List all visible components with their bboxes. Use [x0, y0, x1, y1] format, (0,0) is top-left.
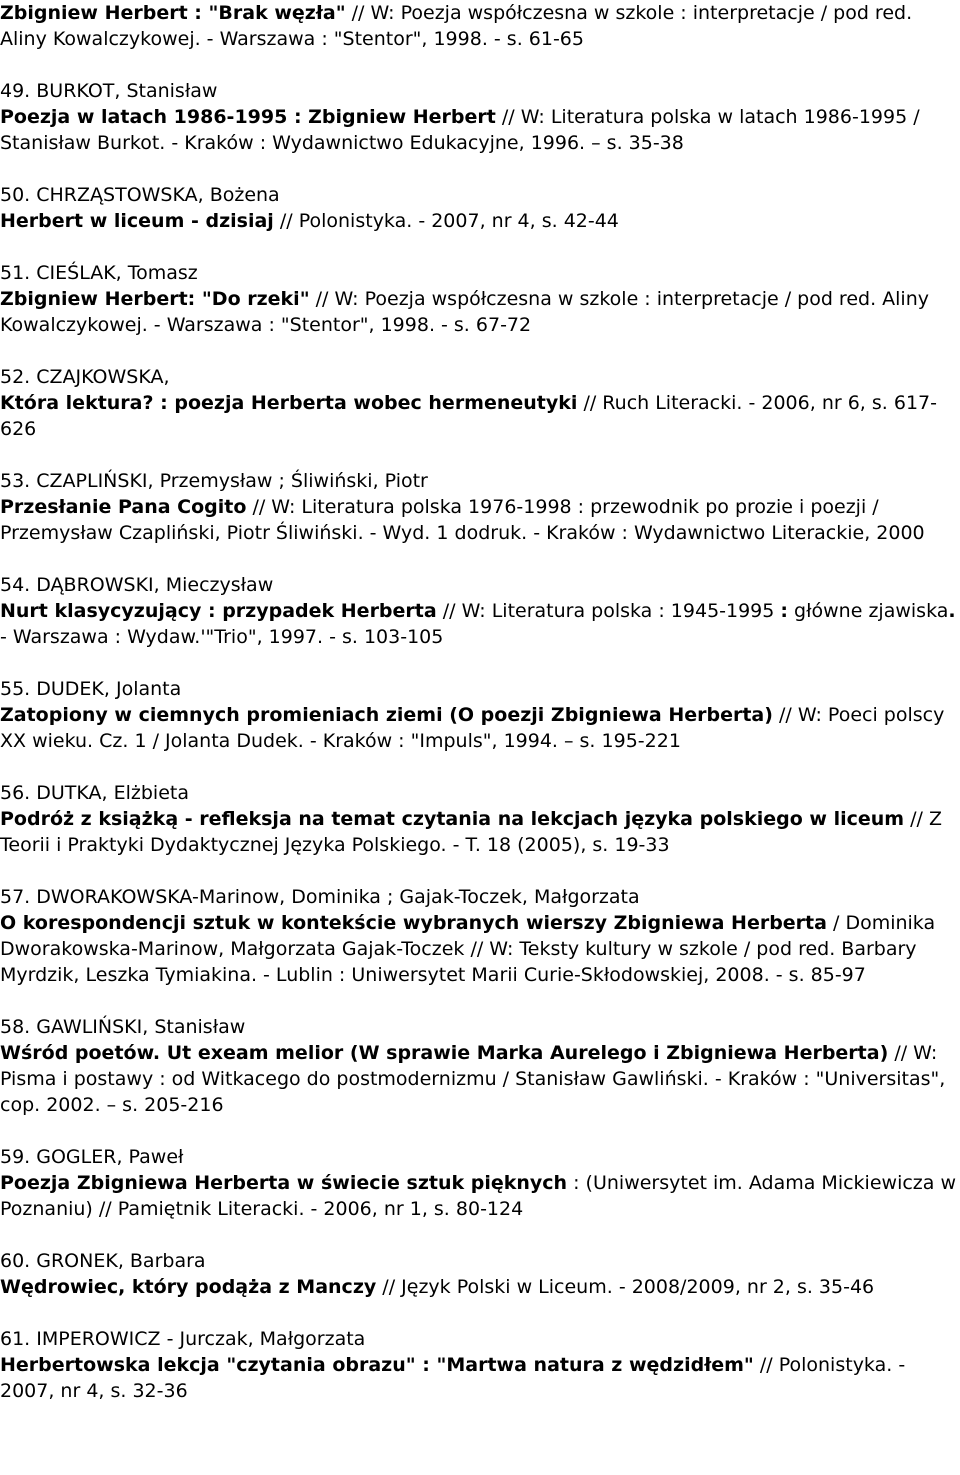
entry-title: : [780, 600, 789, 622]
entry-spacer [0, 1300, 960, 1326]
entry-spacer [0, 442, 960, 468]
entry-citation [0, 910, 960, 988]
entry-source: - Warszawa : Wydaw.'"Trio", 1997. - s. 103-105 [0, 626, 444, 648]
bibliography-entry [0, 676, 960, 754]
entry-title: Herbertowska lekcja "czytania obrazu" : "Martwa natura z wędzidłem" [0, 1354, 754, 1376]
entry-spacer [0, 650, 960, 676]
entry-source: // Język Polski w Liceum. - 2008/2009, nr 2, s. 35-46 [376, 1276, 875, 1298]
entry-title: Zbigniew Herbert: "Do rzeki" [0, 288, 310, 310]
bibliography-entry [0, 364, 960, 442]
entry-citation [0, 0, 960, 52]
bibliography-entry [0, 1014, 960, 1118]
entry-author: 58. GAWLIŃSKI, Stanisław [0, 1016, 246, 1038]
entry-title: Nurt klasycyzujący : przypadek Herberta [0, 600, 437, 622]
bibliography-entry [0, 780, 960, 858]
entry-spacer [0, 858, 960, 884]
entry-title: Herbert w liceum - dzisiaj [0, 210, 274, 232]
entry-author: 60. GRONEK, Barbara [0, 1250, 206, 1272]
entry-citation [0, 104, 960, 156]
entry-author: 51. CIEŚLAK, Tomasz [0, 262, 198, 284]
entry-spacer [0, 988, 960, 1014]
entry-author: 54. DĄBROWSKI, Mieczysław [0, 574, 274, 596]
entry-author: 56. DUTKA, Elżbieta [0, 782, 189, 804]
entry-author: 53. CZAPLIŃSKI, Przemysław ; Śliwiński, Piotr [0, 470, 428, 492]
bibliography-entry [0, 1144, 960, 1222]
entry-source: // W: Literatura polska w latach 1986-1995 / Stanisław Burkot. - Kraków : Wydawnictwo Edukacyjne, 1996. – s. 35-38 [0, 106, 920, 154]
entry-spacer [0, 546, 960, 572]
entry-citation [0, 702, 960, 754]
entry-source: główne zjawiska [788, 600, 949, 622]
bibliography-entry [0, 884, 960, 988]
entry-spacer [0, 156, 960, 182]
entry-title: Wśród poetów. Ut exeam melior (W sprawie Marka Aurelego i Zbigniewa Herberta) [0, 1042, 889, 1064]
entry-author: 49. BURKOT, Stanisław [0, 80, 218, 102]
entry-title: Podróż z książką - refleksja na temat czytania na lekcjach języka polskiego w liceum [0, 808, 905, 830]
entry-source: // W: Poezja współczesna w szkole : interpretacje / pod red. Aliny Kowalczykowej. - Warszawa : "Stentor", 1998. - s. 61-65 [0, 2, 913, 50]
bibliography-entry [0, 1326, 960, 1404]
entry-source: // Polonistyka. - 2007, nr 4, s. 42-44 [273, 210, 619, 232]
entry-author: 50. CHRZĄSTOWSKA, Bożena [0, 184, 280, 206]
entry-citation [0, 1274, 960, 1300]
entry-citation [0, 1352, 960, 1404]
entry-citation [0, 806, 960, 858]
entry-title: Poezja w latach 1986-1995 : Zbigniew Herbert [0, 106, 496, 128]
entry-citation [0, 598, 960, 650]
entry-title: Poezja Zbigniewa Herberta w świecie sztuk pięknych [0, 1172, 568, 1194]
entry-spacer [0, 1118, 960, 1144]
entry-spacer [0, 234, 960, 260]
entry-author: 57. DWORAKOWSKA-Marinow, Dominika ; Gajak-Toczek, Małgorzata [0, 886, 640, 908]
entry-author: 61. IMPEROWICZ - Jurczak, Małgorzata [0, 1328, 366, 1350]
entry-title: . [948, 600, 956, 622]
entry-source: // Z Teorii i Praktyki Dydaktycznej Języka Polskiego. - T. 18 (2005), s. 19-33 [0, 808, 942, 856]
entry-title: O korespondencji sztuk w kontekście wybranych wierszy Zbigniewa Herberta [0, 912, 827, 934]
entry-citation [0, 208, 960, 234]
entry-spacer [0, 338, 960, 364]
entry-source: // W: Literatura polska : 1945-1995 [436, 600, 781, 622]
entry-citation [0, 1040, 960, 1118]
entry-citation [0, 390, 960, 442]
entry-title: Która lektura? : poezja Herberta wobec hermeneutyki [0, 392, 578, 414]
bibliography-entry [0, 182, 960, 234]
entry-source: // W: Poeci polscy XX wieku. Cz. 1 / Jolanta Dudek. - Kraków : "Impuls", 1994. – s. 195-221 [0, 704, 945, 752]
entry-title: Zatopiony w ciemnych promieniach ziemi (O poezji Zbigniewa Herberta) [0, 704, 773, 726]
entry-citation [0, 286, 960, 338]
entry-source: : (Uniwersytet im. Adama Mickiewicza w Poznaniu) // Pamiętnik Literacki. - 2006, nr 1, s. 80-124 [0, 1172, 956, 1220]
entry-author: 59. GOGLER, Paweł [0, 1146, 184, 1168]
bibliography-entry [0, 260, 960, 338]
entry-spacer [0, 52, 960, 78]
entry-source: // W: Pisma i postawy : od Witkacego do postmodernizmu / Stanisław Gawliński. - Kraków : "Universitas", cop. 2002. – s. 205-216 [0, 1042, 946, 1116]
bibliography-entry [0, 1248, 960, 1300]
entry-source: // Ruch Literacki. - 2006, nr 6, s. 617-626 [0, 392, 937, 440]
entry-author: 52. CZAJKOWSKA, [0, 366, 170, 388]
entry-source: / Dominika Dworakowska-Marinow, Małgorzata Gajak-Toczek // W: Teksty kultury w szkole / pod red. Barbary Myrdzik, Leszka Tymiakina. - Lublin : Uniwersytet Marii Curie-Skłodowskiej, 2008. - s. 85-97 [0, 912, 936, 986]
bibliography-entry [0, 78, 960, 156]
entry-source: // Polonistyka. - 2007, nr 4, s. 32-36 [0, 1354, 906, 1402]
entry-spacer [0, 754, 960, 780]
entry-source: // W: Poezja współczesna w szkole : interpretacje / pod red. Aliny Kowalczykowej. - Warszawa : "Stentor", 1998. - s. 67-72 [0, 288, 929, 336]
entry-title: Przesłanie Pana Cogito [0, 496, 247, 518]
entry-citation [0, 494, 960, 546]
entry-title: Zbigniew Herbert : "Brak węzła" [0, 2, 346, 24]
entry-source: // W: Literatura polska 1976-1998 : przewodnik po prozie i poezji / Przemysław Czapliński, Piotr Śliwiński. - Wyd. 1 dodruk. - Kraków : Wydawnictwo Literackie, 2000 [0, 496, 925, 544]
bibliography-entry [0, 0, 960, 52]
entry-title: Wędrowiec, który podąża z Manczy [0, 1276, 377, 1298]
entry-author: 55. DUDEK, Jolanta [0, 678, 182, 700]
bibliography-entry [0, 572, 960, 650]
entry-spacer [0, 1222, 960, 1248]
bibliography-entry [0, 468, 960, 546]
entry-citation [0, 1170, 960, 1222]
